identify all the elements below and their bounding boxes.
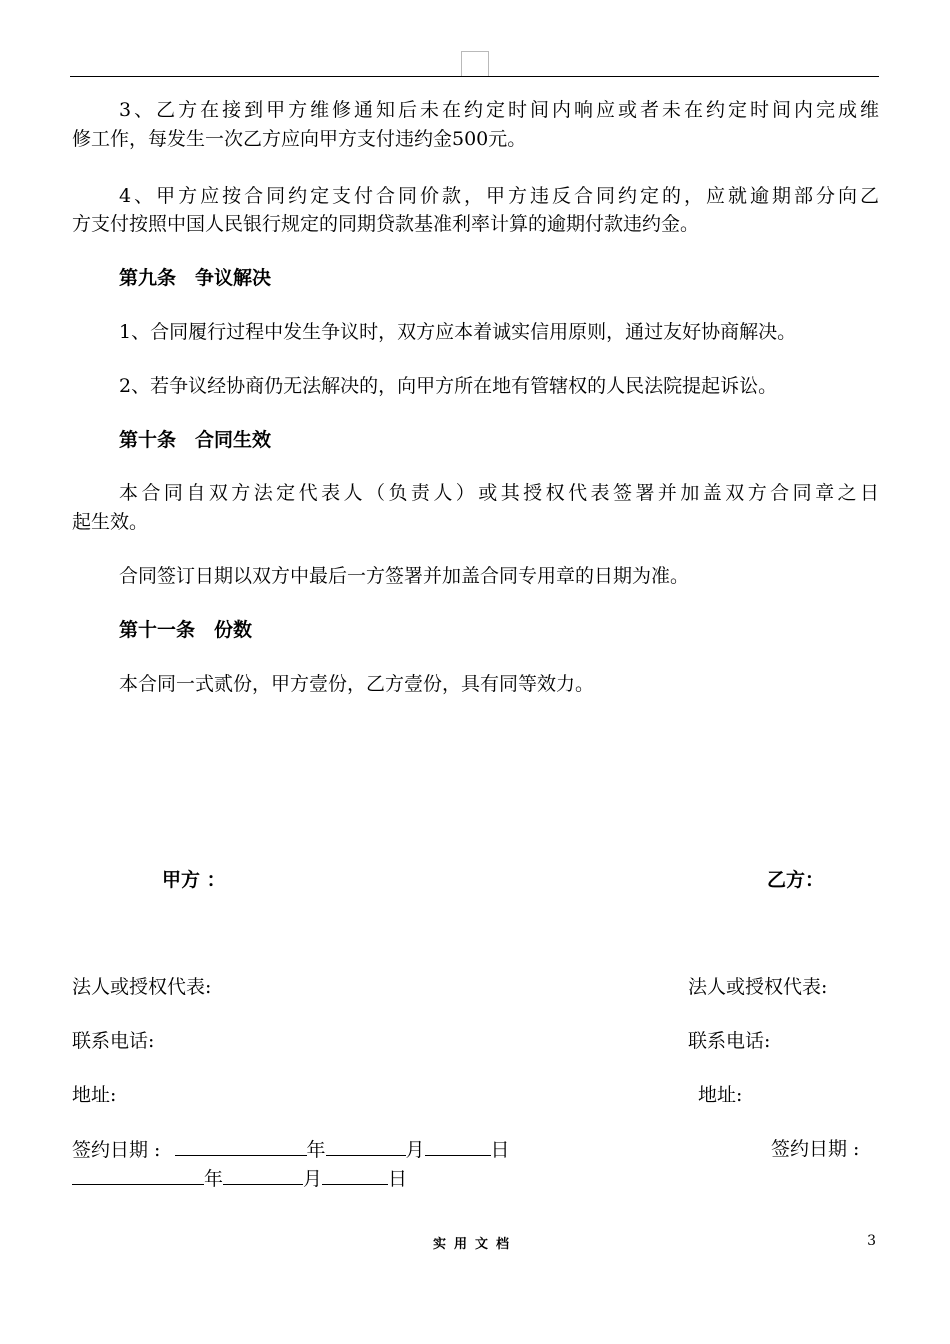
article-11-paragraph-1: 本合同一式贰份，甲方壹份，乙方壹份，具有同等效力。	[119, 673, 595, 695]
party-b-day-label: 日	[388, 1168, 408, 1190]
paragraph-4-line-1: 4、甲方应按合同约定支付合同价款，甲方违反合同约定的，应就逾期部分向乙	[119, 185, 879, 207]
party-a-date-row	[72, 1137, 510, 1162]
party-b-month-blank[interactable]	[223, 1166, 303, 1185]
party-a-date-label: 签约日期 :	[72, 1139, 161, 1161]
party-a-year-label: 年	[306, 1139, 326, 1161]
party-b-address-label: 地址:	[698, 1084, 743, 1106]
page-number: 3	[867, 1233, 876, 1249]
article-9-paragraph-2: 2、若争议经协商仍无法解决的，向甲方所在地有管辖权的人民法院提起诉讼。	[119, 375, 778, 397]
party-b-year-label: 年	[204, 1168, 224, 1190]
paragraph-3-line-1: 3、乙方在接到甲方维修通知后未在约定时间内响应或者未在约定时间内完成维	[119, 99, 879, 121]
party-b-date-label: 签约日期 :	[771, 1138, 860, 1160]
party-b-date-row	[72, 1166, 407, 1191]
party-a-year-blank[interactable]	[175, 1137, 307, 1156]
party-a-month-blank[interactable]	[326, 1137, 406, 1156]
party-a-representative-label: 法人或授权代表:	[72, 976, 212, 998]
party-a-label: 甲方 ：	[162, 869, 226, 891]
party-b-year-blank[interactable]	[72, 1166, 204, 1185]
footer-title: 实用文档	[432, 1237, 517, 1252]
party-b-representative-label: 法人或授权代表:	[688, 976, 828, 998]
article-9-title: 第九条 争议解决	[119, 267, 272, 289]
header-box	[461, 51, 489, 77]
party-a-month-label: 月	[405, 1139, 425, 1161]
party-b-phone-label: 联系电话:	[688, 1030, 771, 1052]
party-b-day-blank[interactable]	[322, 1166, 388, 1185]
article-10-title: 第十条 合同生效	[119, 429, 272, 451]
article-9-paragraph-1: 1、合同履行过程中发生争议时，双方应本着诚实信用原则，通过友好协商解决。	[119, 321, 797, 343]
party-a-day-label: 日	[490, 1139, 510, 1161]
article-10-paragraph-1-line-2: 起生效。	[72, 511, 149, 533]
paragraph-3-line-2: 修工作，每发生一次乙方应向甲方支付违约金500元。	[72, 128, 527, 150]
article-11-title: 第十一条 份数	[119, 619, 253, 641]
article-10-paragraph-1-line-1: 本合同自双方法定代表人（负责人）或其授权代表签署并加盖双方合同章之日	[119, 482, 879, 504]
article-10-paragraph-2: 合同签订日期以双方中最后一方签署并加盖合同专用章的日期为准。	[119, 565, 690, 587]
party-b-month-label: 月	[303, 1168, 323, 1190]
party-a-address-label: 地址:	[72, 1084, 117, 1106]
header-rule	[70, 76, 879, 77]
party-a-day-blank[interactable]	[425, 1137, 491, 1156]
party-a-phone-label: 联系电话:	[72, 1030, 155, 1052]
party-b-label: 乙方：	[767, 869, 825, 891]
paragraph-4-line-2: 方支付按照中国人民银行规定的同期贷款基准利率计算的逾期付款违约金。	[72, 213, 700, 235]
